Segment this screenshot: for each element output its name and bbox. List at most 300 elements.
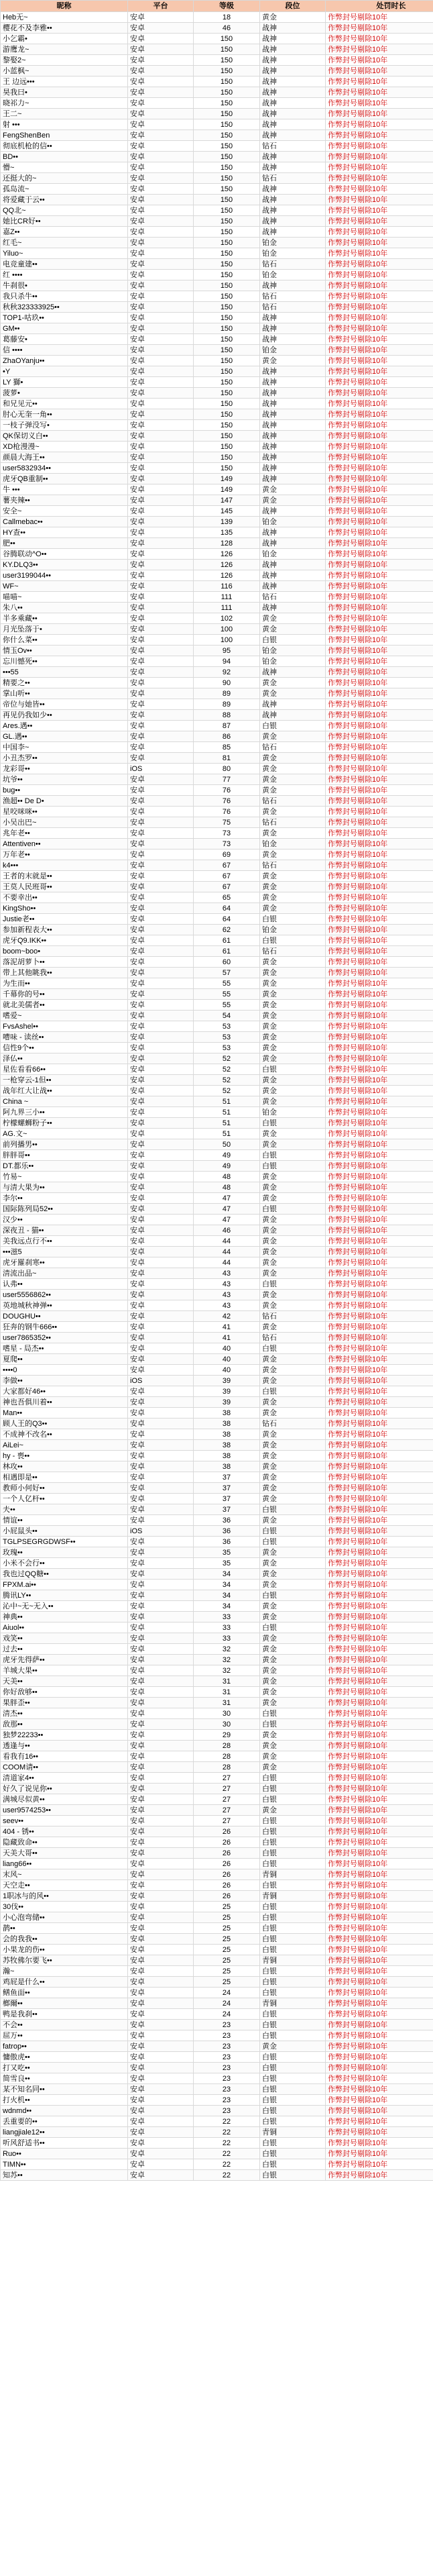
cell-name: 李尔••: [1, 1193, 128, 1204]
table-row: [1, 2084, 433, 2095]
cell-level: 26: [194, 1826, 260, 1837]
cell-penalty: 作弊封号剔除10年: [326, 624, 433, 635]
table-row: [1, 1891, 433, 1902]
cell-name: 我只杀牛••: [1, 291, 128, 302]
cell-platform: 安卓: [128, 849, 194, 860]
cell-name: 情玉Ov••: [1, 646, 128, 656]
cell-level: 75: [194, 817, 260, 828]
cell-rank: 黄金: [260, 2041, 326, 2052]
cell-platform: 安卓: [128, 2009, 194, 2020]
table-row: [1, 2127, 433, 2138]
cell-platform: 安卓: [128, 1408, 194, 1419]
table-row: [1, 87, 433, 98]
cell-level: 67: [194, 871, 260, 882]
cell-penalty: 作弊封号剔除10年: [326, 1397, 433, 1408]
cell-level: 38: [194, 1461, 260, 1472]
cell-level: 27: [194, 1816, 260, 1826]
cell-level: 150: [194, 291, 260, 302]
cell-penalty: 作弊封号剔除10年: [326, 1612, 433, 1622]
cell-name: 瀚~: [1, 1966, 128, 1977]
cell-platform: 安卓: [128, 366, 194, 377]
table-row: [1, 1773, 433, 1784]
cell-penalty: 作弊封号剔除10年: [326, 2041, 433, 2052]
cell-rank: 黄金: [260, 1805, 326, 1816]
cell-penalty: 作弊封号剔除10年: [326, 1504, 433, 1515]
table-row: [1, 1537, 433, 1547]
cell-name: user5556862••: [1, 1290, 128, 1300]
table-row: [1, 1923, 433, 1934]
cell-penalty: 作弊封号剔除10年: [326, 667, 433, 678]
cell-platform: 安卓: [128, 1676, 194, 1687]
cell-penalty: 作弊封号剔除10年: [326, 774, 433, 785]
cell-name: seev••: [1, 1816, 128, 1826]
cell-level: 150: [194, 44, 260, 55]
cell-level: 150: [194, 409, 260, 420]
cell-level: 86: [194, 731, 260, 742]
cell-name: LY 獅•: [1, 377, 128, 388]
cell-level: 51: [194, 1096, 260, 1107]
cell-rank: 战神: [260, 452, 326, 463]
cell-name: Heb无~: [1, 12, 128, 23]
table-row: [1, 1086, 433, 1096]
cell-rank: 战神: [260, 506, 326, 517]
cell-name: 玫瑰••: [1, 1547, 128, 1558]
cell-name: 屈万••: [1, 2030, 128, 2041]
table-row: [1, 1805, 433, 1816]
cell-level: 126: [194, 549, 260, 560]
cell-rank: 黄金: [260, 484, 326, 495]
cell-platform: 安卓: [128, 23, 194, 34]
cell-name: 肥••: [1, 538, 128, 549]
cell-platform: 安卓: [128, 860, 194, 871]
cell-platform: 安卓: [128, 313, 194, 323]
cell-level: 100: [194, 635, 260, 646]
cell-rank: 白银: [260, 2170, 326, 2181]
cell-name: 不会••: [1, 2020, 128, 2030]
cell-platform: 安卓: [128, 399, 194, 409]
table-row: [1, 1225, 433, 1236]
cell-penalty: 作弊封号剔除10年: [326, 1129, 433, 1139]
cell-platform: 安卓: [128, 195, 194, 205]
table-row: [1, 1988, 433, 1998]
cell-level: 135: [194, 527, 260, 538]
table-row: [1, 517, 433, 527]
cell-platform: 安卓: [128, 2073, 194, 2084]
cell-rank: 白银: [260, 2095, 326, 2106]
cell-level: 76: [194, 785, 260, 796]
cell-penalty: 作弊封号剔除10年: [326, 259, 433, 270]
cell-level: 23: [194, 2095, 260, 2106]
cell-penalty: 作弊封号剔除10年: [326, 442, 433, 452]
cell-rank: 白银: [260, 935, 326, 946]
cell-level: 139: [194, 517, 260, 527]
cell-level: 38: [194, 1408, 260, 1419]
cell-rank: 黄金: [260, 1751, 326, 1762]
cell-rank: 钻石: [260, 817, 326, 828]
table-row: [1, 1279, 433, 1290]
cell-platform: 安卓: [128, 1011, 194, 1021]
cell-platform: 安卓: [128, 1826, 194, 1837]
cell-penalty: 作弊封号剔除10年: [326, 903, 433, 914]
cell-level: 76: [194, 807, 260, 817]
cell-penalty: 作弊封号剔除10年: [326, 796, 433, 807]
cell-rank: 白银: [260, 1504, 326, 1515]
cell-penalty: 作弊封号剔除10年: [326, 603, 433, 613]
cell-name: 昊我曰•: [1, 87, 128, 98]
cell-level: 22: [194, 2170, 260, 2181]
cell-penalty: 作弊封号剔除10年: [326, 2170, 433, 2181]
table-row: [1, 1494, 433, 1504]
cell-level: 60: [194, 957, 260, 968]
table-row: [1, 613, 433, 624]
cell-name: 敌那••: [1, 1719, 128, 1730]
cell-rank: 白银: [260, 1719, 326, 1730]
cell-penalty: 作弊封号剔除10年: [326, 1322, 433, 1333]
cell-platform: 安卓: [128, 1784, 194, 1794]
cell-rank: 白银: [260, 1064, 326, 1075]
cell-platform: 安卓: [128, 1118, 194, 1129]
cell-level: 150: [194, 195, 260, 205]
cell-platform: 安卓: [128, 1215, 194, 1225]
cell-penalty: 作弊封号剔除10年: [326, 646, 433, 656]
cell-penalty: 作弊封号剔除10年: [326, 1419, 433, 1429]
cell-level: 25: [194, 1955, 260, 1966]
cell-penalty: 作弊封号剔除10年: [326, 678, 433, 688]
cell-level: 52: [194, 1064, 260, 1075]
cell-platform: 安卓: [128, 1172, 194, 1182]
table-row: [1, 66, 433, 76]
cell-rank: 黄金: [260, 1397, 326, 1408]
cell-name: 认弗••: [1, 1279, 128, 1290]
cell-name: 菠萝•: [1, 388, 128, 399]
cell-rank: 战神: [260, 334, 326, 345]
cell-name: 忘川憾死••: [1, 656, 128, 667]
cell-platform: 安卓: [128, 1300, 194, 1311]
cell-level: 37: [194, 1504, 260, 1515]
table-row: [1, 302, 433, 313]
table-row: [1, 1075, 433, 1086]
cell-name: 游鹰龙~: [1, 44, 128, 55]
table-row: [1, 592, 433, 603]
table-row: [1, 925, 433, 935]
cell-platform: 安卓: [128, 1977, 194, 1988]
cell-penalty: 作弊封号剔除10年: [326, 1000, 433, 1011]
cell-name: 天空走••: [1, 1880, 128, 1891]
cell-rank: 白银: [260, 721, 326, 731]
cell-penalty: 作弊封号剔除10年: [326, 2116, 433, 2127]
table-row: [1, 1751, 433, 1762]
cell-rank: 战神: [260, 119, 326, 130]
cell-penalty: 作弊封号剔除10年: [326, 1032, 433, 1043]
cell-name: 狂奔的钢牛666••: [1, 1322, 128, 1333]
cell-platform: 安卓: [128, 882, 194, 892]
cell-level: 42: [194, 1311, 260, 1322]
cell-name: 美我远点行不••: [1, 1236, 128, 1247]
cell-platform: 安卓: [128, 130, 194, 141]
cell-level: 36: [194, 1526, 260, 1537]
cell-level: 39: [194, 1376, 260, 1386]
table-row: [1, 1064, 433, 1075]
cell-name: 夫••: [1, 1504, 128, 1515]
cell-penalty: 作弊封号剔除10年: [326, 1547, 433, 1558]
cell-rank: 青铜: [260, 1891, 326, 1902]
table-row: [1, 1053, 433, 1064]
cell-platform: 安卓: [128, 1343, 194, 1354]
cell-name: 为生而••: [1, 978, 128, 989]
cell-platform: 安卓: [128, 463, 194, 474]
cell-platform: 安卓: [128, 774, 194, 785]
cell-rank: 黄金: [260, 774, 326, 785]
cell-platform: 安卓: [128, 1053, 194, 1064]
table-row: [1, 1322, 433, 1333]
cell-penalty: 作弊封号剔除10年: [326, 1848, 433, 1859]
cell-rank: 黄金: [260, 903, 326, 914]
cell-level: 57: [194, 968, 260, 978]
cell-rank: 白银: [260, 2073, 326, 2084]
cell-name: 鸡屁是什么••: [1, 1977, 128, 1988]
cell-rank: 青铜: [260, 1955, 326, 1966]
cell-level: 25: [194, 1912, 260, 1923]
table-row: [1, 2041, 433, 2052]
cell-penalty: 作弊封号剔除10年: [326, 1741, 433, 1751]
cell-penalty: 作弊封号剔除10年: [326, 227, 433, 238]
cell-level: 26: [194, 1859, 260, 1869]
cell-rank: 铂金: [260, 839, 326, 849]
cell-platform: 安卓: [128, 1150, 194, 1161]
cell-penalty: 作弊封号剔除10年: [326, 506, 433, 517]
table-row: [1, 785, 433, 796]
cell-rank: 黄金: [260, 882, 326, 892]
cell-level: 43: [194, 1279, 260, 1290]
cell-platform: 安卓: [128, 785, 194, 796]
cell-rank: 战神: [260, 227, 326, 238]
cell-rank: 铂金: [260, 549, 326, 560]
cell-penalty: 作弊封号剔除10年: [326, 1687, 433, 1698]
cell-name: 再见仍我如少••: [1, 710, 128, 721]
table-row: [1, 935, 433, 946]
cell-name: 羊城大果••: [1, 1665, 128, 1676]
cell-rank: 黄金: [260, 957, 326, 968]
cell-penalty: 作弊封号剔除10年: [326, 291, 433, 302]
table-row: [1, 452, 433, 463]
cell-name: 某不知名同••: [1, 2084, 128, 2095]
cell-rank: 白银: [260, 1526, 326, 1537]
cell-name: 鳝鱼面••: [1, 1988, 128, 1998]
cell-penalty: 作弊封号剔除10年: [326, 1225, 433, 1236]
cell-rank: 钻石: [260, 173, 326, 184]
cell-rank: 战神: [260, 527, 326, 538]
cell-penalty: 作弊封号剔除10年: [326, 313, 433, 323]
cell-platform: 安卓: [128, 1923, 194, 1934]
cell-platform: 安卓: [128, 259, 194, 270]
cell-name: 简雪良••: [1, 2073, 128, 2084]
table-row: [1, 1977, 433, 1988]
cell-platform: iOS: [128, 764, 194, 774]
table-row: [1, 1816, 433, 1826]
cell-platform: 安卓: [128, 452, 194, 463]
cell-level: 47: [194, 1193, 260, 1204]
cell-name: 小吴出巴~: [1, 817, 128, 828]
cell-rank: 白银: [260, 1118, 326, 1129]
cell-rank: 战神: [260, 431, 326, 442]
cell-rank: 黄金: [260, 1053, 326, 1064]
cell-penalty: 作弊封号剔除10年: [326, 1172, 433, 1182]
table-row: [1, 549, 433, 560]
table-row: [1, 624, 433, 635]
table-row: [1, 1150, 433, 1161]
cell-platform: 安卓: [128, 431, 194, 442]
cell-name: TGLPSEGRGDWSF••: [1, 1537, 128, 1547]
cell-level: 38: [194, 1419, 260, 1429]
cell-level: 25: [194, 1902, 260, 1912]
cell-rank: 黄金: [260, 807, 326, 817]
table-row: [1, 978, 433, 989]
table-row: [1, 1429, 433, 1440]
cell-level: 53: [194, 1043, 260, 1053]
cell-name: 嘉Z••: [1, 227, 128, 238]
cell-penalty: 作弊封号剔除10年: [326, 1923, 433, 1934]
cell-rank: 战神: [260, 409, 326, 420]
table-row: [1, 1043, 433, 1053]
table-row: [1, 109, 433, 119]
cell-rank: 黄金: [260, 1182, 326, 1193]
cell-penalty: 作弊封号剔除10年: [326, 1784, 433, 1794]
cell-name: 你好敌够••: [1, 1687, 128, 1698]
table-row: [1, 656, 433, 667]
cell-penalty: 作弊封号剔除10年: [326, 1762, 433, 1773]
cell-name: XD枪漫漫~: [1, 442, 128, 452]
cell-penalty: 作弊封号剔除10年: [326, 2084, 433, 2095]
table-row: [1, 1161, 433, 1172]
header-rank: 段位: [260, 1, 326, 12]
table-row: [1, 742, 433, 753]
cell-platform: 安卓: [128, 1751, 194, 1762]
cell-penalty: 作弊封号剔除10年: [326, 1290, 433, 1300]
cell-penalty: 作弊封号剔除10年: [326, 1236, 433, 1247]
cell-level: 27: [194, 1784, 260, 1794]
cell-level: 33: [194, 1622, 260, 1633]
cell-level: 27: [194, 1773, 260, 1784]
cell-level: 22: [194, 2159, 260, 2170]
cell-name: 王莫人民班哥••: [1, 882, 128, 892]
cell-level: 150: [194, 141, 260, 152]
cell-platform: 安卓: [128, 1032, 194, 1043]
cell-level: 92: [194, 667, 260, 678]
table-row: [1, 463, 433, 474]
cell-platform: 安卓: [128, 1290, 194, 1300]
table-row: [1, 807, 433, 817]
cell-platform: 安卓: [128, 1311, 194, 1322]
cell-platform: 安卓: [128, 1247, 194, 1257]
cell-level: 25: [194, 1945, 260, 1955]
cell-rank: 白银: [260, 1784, 326, 1794]
cell-platform: 安卓: [128, 1741, 194, 1751]
cell-platform: 安卓: [128, 1580, 194, 1590]
table-row: [1, 1257, 433, 1268]
cell-name: 龙彩哥••: [1, 764, 128, 774]
table-row: [1, 1408, 433, 1419]
cell-penalty: 作弊封号剔除10年: [326, 34, 433, 44]
cell-rank: 战神: [260, 581, 326, 592]
cell-penalty: 作弊封号剔除10年: [326, 1955, 433, 1966]
table-row: [1, 1880, 433, 1891]
cell-name: China ~: [1, 1096, 128, 1107]
cell-name: GL.遇••: [1, 731, 128, 742]
cell-level: 34: [194, 1601, 260, 1612]
cell-platform: 安卓: [128, 1633, 194, 1644]
cell-level: 54: [194, 1011, 260, 1021]
cell-rank: 战神: [260, 603, 326, 613]
cell-name: 小乞霸•: [1, 34, 128, 44]
cell-penalty: 作弊封号剔除10年: [326, 517, 433, 527]
cell-rank: 战神: [260, 152, 326, 162]
cell-rank: 战神: [260, 313, 326, 323]
cell-level: 150: [194, 302, 260, 313]
cell-rank: 战神: [260, 195, 326, 205]
cell-rank: 铂金: [260, 248, 326, 259]
cell-penalty: 作弊封号剔除10年: [326, 420, 433, 431]
cell-name: 听风舒适书••: [1, 2138, 128, 2149]
cell-platform: 安卓: [128, 807, 194, 817]
table-row: [1, 2009, 433, 2020]
cell-rank: 战神: [260, 205, 326, 216]
cell-platform: 安卓: [128, 688, 194, 699]
cell-platform: 安卓: [128, 334, 194, 345]
table-row: [1, 119, 433, 130]
cell-platform: 安卓: [128, 141, 194, 152]
cell-penalty: 作弊封号剔除10年: [326, 205, 433, 216]
cell-penalty: 作弊封号剔除10年: [326, 152, 433, 162]
cell-name: 神也吾俱川着••: [1, 1397, 128, 1408]
cell-platform: 安卓: [128, 1687, 194, 1698]
table-row: [1, 270, 433, 280]
cell-rank: 白银: [260, 1537, 326, 1547]
cell-rank: 铂金: [260, 925, 326, 935]
cell-level: 51: [194, 1118, 260, 1129]
cell-name: 汉少••: [1, 1215, 128, 1225]
cell-name: 半多乘藏••: [1, 613, 128, 624]
cell-name: 泽仏••: [1, 1053, 128, 1064]
cell-platform: 安卓: [128, 892, 194, 903]
cell-penalty: 作弊封号剔除10年: [326, 538, 433, 549]
table-row: [1, 1376, 433, 1386]
table-row: [1, 1129, 433, 1139]
cell-rank: 战神: [260, 377, 326, 388]
cell-platform: 安卓: [128, 656, 194, 667]
table-row: [1, 98, 433, 109]
cell-platform: 安卓: [128, 957, 194, 968]
cell-rank: 黄金: [260, 1236, 326, 1247]
cell-name: BD••: [1, 152, 128, 162]
cell-name: 嘈味 - 读丝••: [1, 1032, 128, 1043]
table-row: [1, 570, 433, 581]
cell-rank: 白银: [260, 1966, 326, 1977]
cell-level: 48: [194, 1172, 260, 1182]
cell-penalty: 作弊封号剔除10年: [326, 1655, 433, 1665]
cell-name: 薯夹辣••: [1, 495, 128, 506]
table-row: [1, 1698, 433, 1708]
cell-penalty: 作弊封号剔除10年: [326, 409, 433, 420]
cell-name: 丢重要的••: [1, 2116, 128, 2127]
cell-platform: 安卓: [128, 291, 194, 302]
table-row: [1, 1290, 433, 1300]
cell-name: 小果龙的伤••: [1, 1945, 128, 1955]
cell-name: 王 边远•••: [1, 76, 128, 87]
table-row: [1, 313, 433, 323]
cell-platform: 安卓: [128, 1773, 194, 1784]
cell-name: k4•••: [1, 860, 128, 871]
cell-name: user5832934••: [1, 463, 128, 474]
